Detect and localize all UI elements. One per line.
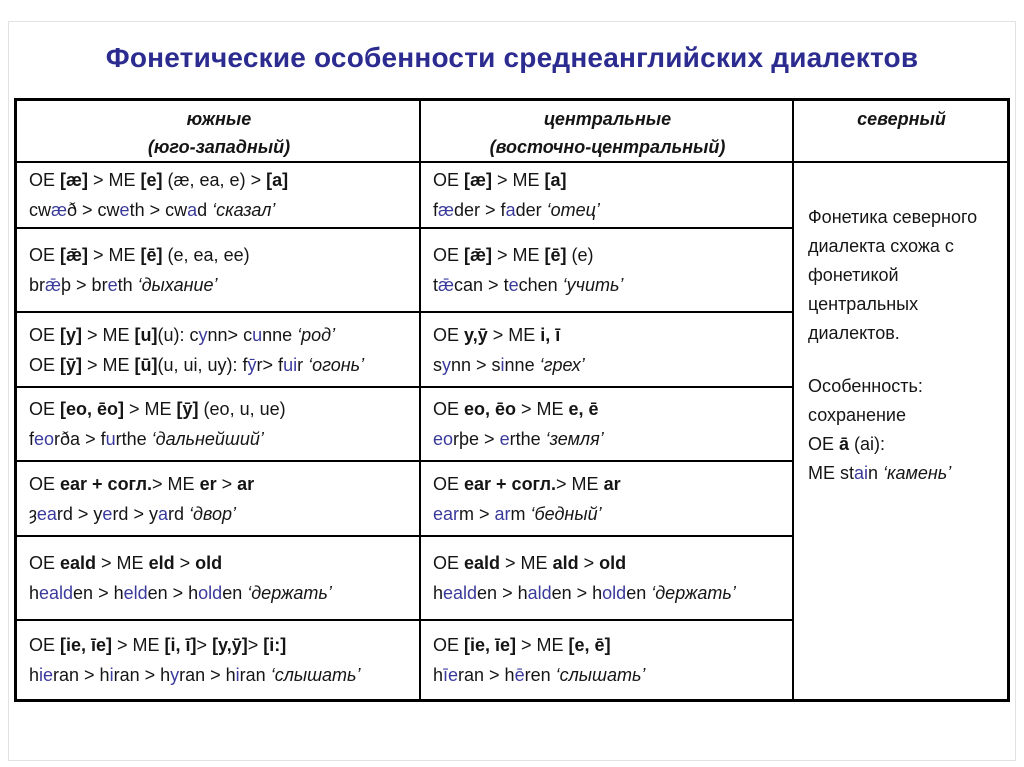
text-segment: r <box>297 354 309 375</box>
text-segment: rþe > <box>453 429 500 449</box>
text-segment: eald <box>464 553 501 573</box>
text-segment: ‘слышать’ <box>270 665 361 685</box>
text-line <box>433 424 782 454</box>
text-segment: nn> c <box>207 324 253 345</box>
text-segment: ‘дальнейший’ <box>151 429 264 449</box>
text-segment: eld <box>148 553 175 573</box>
text-segment: > ME <box>492 170 545 190</box>
text-segment: (u, ui, uy): f <box>157 354 248 375</box>
highlighted-letter: eo <box>433 429 454 449</box>
text-segment: OE <box>29 324 61 345</box>
text-segment: [u] <box>134 324 158 345</box>
text-segment: > ME <box>516 635 569 655</box>
text-segment: OE <box>29 354 61 375</box>
text-segment: [e] <box>140 170 163 190</box>
text-segment: диалектов. <box>808 323 900 343</box>
text-segment: ā <box>839 434 850 454</box>
highlighted-letter: æ <box>438 200 455 220</box>
cell-southern-row2 <box>17 229 421 313</box>
text-line <box>808 261 999 290</box>
text-segment: ran <box>239 665 271 685</box>
note-paragraph <box>808 372 999 488</box>
text-segment: [a] <box>266 170 289 190</box>
text-segment: en > h <box>73 583 124 603</box>
text-segment: [y] <box>60 324 83 345</box>
note-paragraph <box>808 203 999 348</box>
text-segment: nn > s <box>451 354 501 375</box>
text-segment: f <box>433 200 439 220</box>
text-line <box>808 372 999 401</box>
text-segment: ear + согл. <box>60 473 153 494</box>
text-segment: (æ, ea, e) > <box>162 170 267 190</box>
text-segment: > ME <box>556 473 604 494</box>
text-segment: OE <box>29 473 61 494</box>
highlighted-letter: ui <box>283 354 298 375</box>
text-segment: rd > y <box>56 503 103 524</box>
highlighted-letter: eo <box>34 429 55 449</box>
highlighted-letter: a <box>157 503 168 524</box>
text-segment: OE <box>29 553 61 573</box>
text-segment: (eo, u, ue) <box>198 399 286 419</box>
text-line <box>433 350 782 380</box>
text-line <box>29 660 409 690</box>
highlighted-letter: e <box>107 275 118 295</box>
text-segment: der <box>515 200 547 220</box>
text-segment: OE <box>433 553 465 573</box>
text-segment: (e, ea, ee) <box>162 245 250 265</box>
text-segment: ald <box>552 553 579 573</box>
text-line <box>29 240 409 270</box>
text-line <box>808 430 999 459</box>
text-line <box>808 290 999 319</box>
text-segment: þ > br <box>61 275 108 295</box>
text-segment: en > h <box>147 583 199 603</box>
text-segment: [ie, īe] <box>60 635 113 655</box>
cell-central-row6 <box>421 537 794 621</box>
text-segment: > ME <box>487 324 541 345</box>
text-segment: h <box>433 583 444 603</box>
cell-central-row1 <box>421 163 794 229</box>
highlighted-letter: u <box>105 429 116 449</box>
text-segment: > ME <box>516 399 569 419</box>
highlighted-letter: ea <box>36 503 57 524</box>
text-segment: ran > h <box>458 665 515 685</box>
text-line <box>808 232 999 261</box>
text-segment: [ū] <box>134 354 158 375</box>
text-segment: ar <box>237 473 255 494</box>
text-segment: ‘земля’ <box>545 429 604 449</box>
text-segment: центральные <box>543 109 672 129</box>
text-line <box>29 424 409 454</box>
text-segment: eald <box>60 553 97 573</box>
text-segment: i, ī <box>540 324 561 345</box>
text-line <box>808 203 999 232</box>
text-segment: (ai): <box>849 434 886 454</box>
highlighted-letter: ai <box>854 463 869 483</box>
highlighted-letter: y <box>442 354 451 375</box>
cell-central-row3 <box>421 313 794 388</box>
cell-southern-row5 <box>17 462 421 537</box>
text-segment: Особенность: <box>808 376 923 396</box>
text-line <box>433 195 782 225</box>
text-segment: [e, ē] <box>568 635 611 655</box>
text-segment: > ME <box>88 245 141 265</box>
text-segment: rd > y <box>112 503 158 524</box>
highlighted-letter: e <box>499 429 510 449</box>
text-segment: сохранение <box>808 405 906 425</box>
text-segment: h <box>29 583 40 603</box>
text-segment: th > cw <box>129 200 188 220</box>
text-line <box>187 105 252 133</box>
highlighted-letter: ȳ <box>247 354 257 375</box>
text-segment: Фонетика северного <box>808 207 978 227</box>
highlighted-letter: old <box>602 583 627 603</box>
text-segment: > ME <box>96 553 149 573</box>
highlighted-letter: æ <box>51 200 68 220</box>
highlighted-letter: i <box>109 665 114 685</box>
text-segment: ren <box>524 665 556 685</box>
text-segment: s <box>433 354 442 375</box>
cell-southern-row3 <box>17 313 421 388</box>
text-segment: en <box>222 583 248 603</box>
text-segment: OE <box>29 399 61 419</box>
text-line <box>433 165 782 195</box>
text-segment: ‘огонь’ <box>308 354 365 375</box>
text-segment: [ē] <box>544 245 567 265</box>
highlighted-letter: e <box>508 275 519 295</box>
header-cell-northern <box>794 101 1007 163</box>
cell-central-row4 <box>421 388 794 462</box>
text-segment: e, ē <box>568 399 599 419</box>
cell-central-row2 <box>421 229 794 313</box>
text-segment: ME st <box>808 463 855 483</box>
text-segment: OE <box>433 245 465 265</box>
text-segment: nne <box>262 324 298 345</box>
text-segment: ȝ <box>29 503 37 524</box>
text-segment: OE <box>433 324 465 345</box>
text-segment: [a] <box>544 170 567 190</box>
text-segment: > ME <box>124 399 177 419</box>
text-segment: en > h <box>477 583 528 603</box>
text-segment: южные <box>186 109 252 129</box>
text-segment: ear + согл. <box>464 473 557 494</box>
highlighted-letter: īe <box>443 665 459 685</box>
text-segment: [i:] <box>263 635 287 655</box>
text-segment: OE <box>29 245 61 265</box>
text-line <box>808 401 999 430</box>
text-segment: OE <box>433 170 465 190</box>
text-segment: ‘учить’ <box>562 275 624 295</box>
text-segment: er <box>199 473 217 494</box>
text-line <box>808 459 999 488</box>
highlighted-letter: eld <box>123 583 148 603</box>
text-segment: nne <box>504 354 540 375</box>
highlighted-letter: ǣ <box>438 275 455 295</box>
highlighted-letter: old <box>198 583 223 603</box>
highlighted-letter: y <box>170 665 180 685</box>
text-segment: old <box>599 553 627 573</box>
text-line <box>148 133 290 161</box>
text-line <box>29 499 409 529</box>
text-line <box>433 660 782 690</box>
text-segment: ran > h <box>53 665 110 685</box>
highlighted-letter: a <box>505 200 516 220</box>
text-line <box>433 548 782 578</box>
cell-northern-note <box>794 163 1007 699</box>
highlighted-letter: ē <box>514 665 525 685</box>
text-segment: [ȳ] <box>176 399 199 419</box>
text-segment: [ȳ] <box>60 354 83 375</box>
text-segment: [y,ȳ] <box>212 635 248 655</box>
text-line <box>433 499 782 529</box>
text-line <box>29 165 409 195</box>
text-segment: eo, ēo <box>464 399 517 419</box>
page-title: Фонетические особенности среднеанглийских диалектов <box>105 42 919 73</box>
text-line <box>433 270 782 300</box>
text-segment: can > t <box>454 275 509 295</box>
text-line <box>544 105 671 133</box>
highlighted-letter: ear <box>433 503 460 524</box>
text-segment: [ǣ] <box>60 245 89 265</box>
text-segment: ‘двор’ <box>189 503 236 524</box>
text-segment: ‘грех’ <box>539 354 585 375</box>
text-segment: ‘держать’ <box>651 583 736 603</box>
text-segment: > ME <box>88 170 141 190</box>
text-segment: ‘дыхание’ <box>137 275 218 295</box>
text-segment: (юго-западный) <box>147 137 291 157</box>
text-segment: центральных <box>808 294 919 314</box>
text-line <box>808 319 999 348</box>
text-line <box>433 320 782 350</box>
text-segment: OE <box>433 473 465 494</box>
text-segment: chen <box>518 275 563 295</box>
header-cell-southern <box>17 101 421 163</box>
text-segment: ran > h <box>113 665 171 685</box>
highlighted-letter: u <box>252 324 263 345</box>
text-segment: [ie, īe] <box>464 635 517 655</box>
dialects-table <box>14 98 1010 702</box>
text-segment: > <box>174 553 196 573</box>
text-segment: t <box>433 275 439 295</box>
text-segment: > <box>247 635 264 655</box>
highlighted-letter: i <box>500 354 505 375</box>
text-segment: r> f <box>256 354 284 375</box>
text-segment: (восточно-центральный) <box>489 137 726 157</box>
highlighted-letter: ie <box>39 665 54 685</box>
text-segment: ‘камень’ <box>883 463 952 483</box>
highlighted-letter: y <box>198 324 208 345</box>
text-segment: OE <box>29 170 61 190</box>
text-line <box>29 195 409 225</box>
text-line <box>433 578 782 608</box>
highlighted-letter: a <box>187 200 198 220</box>
cell-southern-row7 <box>17 621 421 699</box>
text-segment: > ME <box>82 324 135 345</box>
text-segment: ran > h <box>179 665 236 685</box>
text-segment: rða > f <box>54 429 106 449</box>
text-segment: OE <box>808 434 840 454</box>
text-segment: > <box>216 473 238 494</box>
cell-southern-row6 <box>17 537 421 621</box>
text-segment: h <box>433 665 444 685</box>
text-segment: ‘отец’ <box>546 200 600 220</box>
highlighted-letter: i <box>235 665 240 685</box>
text-segment: rd <box>167 503 189 524</box>
text-segment: [æ] <box>60 170 89 190</box>
text-segment: диалекта схожа с <box>808 236 954 256</box>
text-segment: f <box>29 429 35 449</box>
text-segment: d <box>197 200 213 220</box>
text-segment: OE <box>433 399 465 419</box>
text-line <box>433 240 782 270</box>
text-segment: OE <box>29 635 61 655</box>
text-segment: cw <box>29 200 51 220</box>
text-segment: y,ȳ <box>464 324 488 345</box>
text-line <box>433 630 782 660</box>
text-segment: > ME <box>152 473 200 494</box>
text-segment: en <box>626 583 652 603</box>
text-segment: br <box>29 275 46 295</box>
text-line <box>29 469 409 499</box>
text-segment: en > h <box>551 583 603 603</box>
text-segment: OE <box>433 635 465 655</box>
text-segment: > ME <box>82 354 135 375</box>
text-segment: th <box>117 275 138 295</box>
text-line <box>433 469 782 499</box>
cell-southern-row4 <box>17 388 421 462</box>
text-segment: > ME <box>500 553 553 573</box>
header-cell-central <box>421 101 794 163</box>
text-segment: (e) <box>566 245 594 265</box>
text-segment: (u): c <box>157 324 199 345</box>
cell-central-row7 <box>421 621 794 699</box>
highlighted-letter: ald <box>527 583 552 603</box>
text-line <box>29 548 409 578</box>
text-segment: ar <box>603 473 621 494</box>
text-segment: ð > cw <box>67 200 120 220</box>
text-segment: old <box>195 553 223 573</box>
text-segment: [ǣ] <box>464 245 493 265</box>
highlighted-letter: eald <box>443 583 478 603</box>
text-line <box>490 133 726 161</box>
text-segment: > <box>196 635 213 655</box>
text-line <box>29 320 409 350</box>
text-segment: северный <box>857 109 946 129</box>
cell-southern-row1 <box>17 163 421 229</box>
highlighted-letter: e <box>119 200 130 220</box>
text-segment: [i, ī] <box>164 635 197 655</box>
text-segment: [ē] <box>140 245 163 265</box>
text-segment: > ME <box>112 635 165 655</box>
text-segment: der > f <box>454 200 506 220</box>
text-segment: [eo, ēo] <box>60 399 125 419</box>
highlighted-letter: e <box>102 503 113 524</box>
text-segment: ‘слышать’ <box>555 665 646 685</box>
text-line <box>433 394 782 424</box>
text-line <box>29 270 409 300</box>
text-segment: > <box>578 553 600 573</box>
text-segment: [æ] <box>464 170 493 190</box>
text-segment: ‘бедный’ <box>530 503 602 524</box>
text-segment: m > <box>459 503 495 524</box>
text-segment: rthe <box>115 429 152 449</box>
text-line <box>857 105 946 133</box>
text-segment: фонетикой <box>808 265 899 285</box>
text-line <box>29 630 409 660</box>
text-segment: m <box>510 503 531 524</box>
cell-central-row5 <box>421 462 794 537</box>
text-segment: rthe <box>509 429 546 449</box>
text-segment: ‘держать’ <box>247 583 332 603</box>
text-line <box>29 394 409 424</box>
highlighted-letter: ǣ <box>45 275 62 295</box>
text-line <box>29 350 409 380</box>
text-segment: ‘род’ <box>297 324 336 345</box>
text-segment: h <box>29 665 40 685</box>
text-segment: > ME <box>492 245 545 265</box>
highlighted-letter: ar <box>494 503 511 524</box>
text-segment: ‘сказал’ <box>212 200 276 220</box>
text-line <box>29 578 409 608</box>
highlighted-letter: eald <box>39 583 74 603</box>
text-segment: n <box>868 463 884 483</box>
